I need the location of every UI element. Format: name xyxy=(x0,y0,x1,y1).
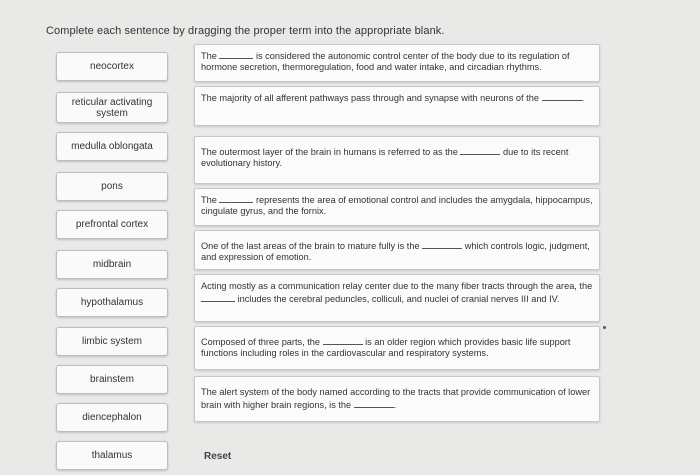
term-tile-brainstem[interactable]: brainstem xyxy=(56,365,168,394)
term-tile-medulla-oblongata[interactable]: medulla oblongata xyxy=(56,132,168,161)
sentence-text-before: The outermost layer of the brain in humans is referred to as the xyxy=(201,147,458,157)
term-tile-prefrontal-cortex[interactable]: prefrontal cortex xyxy=(56,210,168,239)
term-tile-hypothalamus[interactable]: hypothalamus xyxy=(56,288,168,317)
sentence-text-after: due to its recent evolutionary history. xyxy=(201,147,569,168)
drop-blank[interactable] xyxy=(219,49,253,59)
sentence-text-before: The alert system of the body named according to the tracts that provide communication of lower brain with higher brain regions, is the xyxy=(201,387,591,410)
drop-blank[interactable] xyxy=(354,398,394,408)
drop-blank[interactable] xyxy=(323,335,363,345)
reset-button[interactable]: Reset xyxy=(204,451,232,462)
sentence-text-before: One of the last areas of the brain to mature fully is the xyxy=(201,241,420,251)
sentence-card-8 xyxy=(194,376,600,422)
sentence-text-after: . xyxy=(581,93,585,103)
sentence-card-3 xyxy=(194,136,600,184)
drop-blank[interactable] xyxy=(422,239,462,249)
drop-blank[interactable] xyxy=(219,193,253,203)
sentence-card-1 xyxy=(194,44,600,82)
sentence-text-after: is considered the autonomic control center of the body due to its regulation of hormone secretion, thermoregulation, food and water intake, and circadian rhythms. xyxy=(201,51,570,72)
sentence-text-after: represents the area of emotional control and includes the amygdala, hippocampus, cingulate gyrus, and the fornix. xyxy=(201,195,593,216)
sentence-card-6 xyxy=(194,274,600,322)
sentence-card-4 xyxy=(194,188,600,226)
sentence-card-7 xyxy=(194,326,600,370)
sentence-text-before: Composed of three parts, the xyxy=(201,337,320,347)
drop-blank[interactable] xyxy=(460,145,500,155)
term-tile-diencephalon[interactable]: diencephalon xyxy=(56,403,168,432)
term-tile-reticular-activating-system[interactable]: reticular activating system xyxy=(56,92,168,123)
term-tile-midbrain[interactable]: midbrain xyxy=(56,250,168,279)
sentence-card-5 xyxy=(194,230,600,270)
term-tile-neocortex[interactable]: neocortex xyxy=(56,52,168,81)
term-tile-thalamus[interactable]: thalamus xyxy=(56,441,168,470)
sentence-text-after: includes the cerebral peduncles, colliculi, and nuclei of cranial nerves III and IV. xyxy=(237,294,560,304)
term-tile-limbic-system[interactable]: limbic system xyxy=(56,327,168,356)
sentence-text-after: . xyxy=(393,400,397,410)
sentence-text-after: which controls logic, judgment, and expression of emotion. xyxy=(201,241,590,262)
sentence-text-before: Acting mostly as a communication relay center due to the many fiber tracts through the area, the xyxy=(201,281,593,291)
sentence-text-before: The majority of all afferent pathways pass through and synapse with neurons of the xyxy=(201,93,539,103)
term-tile-pons[interactable]: pons xyxy=(56,172,168,201)
instructions: Complete each sentence by dragging the proper term into the appropriate blank. xyxy=(46,25,445,37)
sentence-text-before: The xyxy=(201,195,217,205)
sentence-card-2 xyxy=(194,86,600,126)
sentence-text-after: is an older region which provides basic life support functions including roles in the cardiovascular and respiratory systems. xyxy=(201,337,571,358)
drop-blank[interactable] xyxy=(201,292,235,302)
drop-blank[interactable] xyxy=(542,91,582,101)
decorative-dot xyxy=(603,326,606,329)
sentence-text-before: The xyxy=(201,51,217,61)
